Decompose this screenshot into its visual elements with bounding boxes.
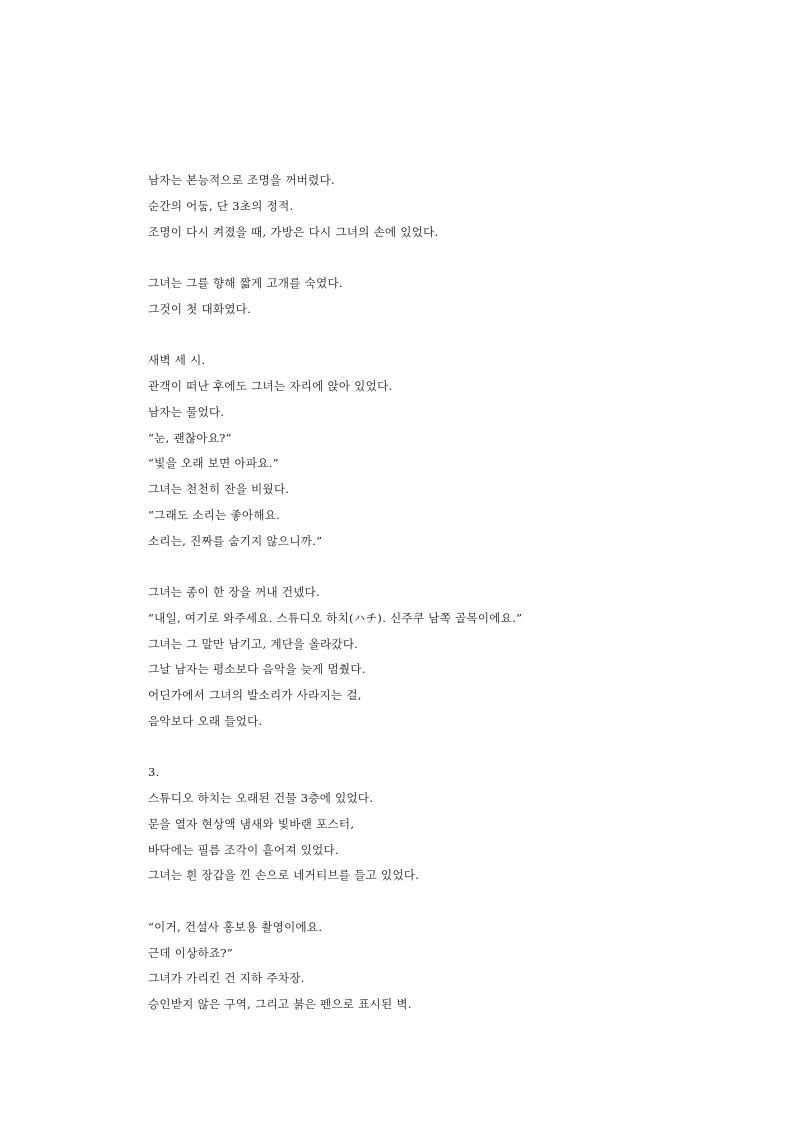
text-line: “빛을 오래 보면 아파요.” [148, 456, 279, 471]
text-line: 관객이 떠난 후에도 그녀는 자리에 앉아 있었다. [148, 379, 393, 393]
text-line: 남자는 본능적으로 조명을 꺼버렸다. [148, 173, 335, 187]
text-line: 순간의 어둠, 단 3초의 정적. [148, 198, 294, 213]
paragraph [148, 760, 768, 889]
text-line: 스튜디오 하치는 오래된 건물 3층에 있었다. [148, 791, 374, 805]
text-line: “이거, 건설사 홍보용 촬영이에요. [148, 919, 323, 934]
text-line: “눈, 괜찮아요?” [148, 430, 232, 445]
text-line: 근데 이상하죠?” [148, 945, 234, 960]
text-line: 그것이 첫 대화였다. [148, 301, 252, 316]
text-line: 새벽 세 시. [148, 353, 206, 368]
text-line: 조명이 다시 켜졌을 때, 가방은 다시 그녀의 손에 있었다. [148, 224, 439, 239]
text-line: 그녀는 종이 한 장을 꺼내 건넸다. [148, 585, 321, 599]
paragraph [148, 168, 768, 245]
text-line: 그녀가 가리킨 건 지하 주차장. [148, 971, 305, 986]
paragraph [148, 348, 768, 554]
text-line: 그녀는 그를 향해 짧게 고개를 숙였다. [148, 276, 343, 290]
text-line: “그래도 소리는 좋아해요. [148, 507, 281, 522]
paragraph-spacer [148, 323, 768, 349]
document-body [148, 168, 768, 1018]
text-line: 소리는, 진짜를 숨기지 않으니까.” [148, 533, 323, 548]
text-line: 음악보다 오래 들었다. [148, 713, 263, 728]
paragraph-spacer [148, 245, 768, 271]
paragraph-spacer [148, 889, 768, 915]
text-line: 어딘가에서 그녀의 발소리가 사라지는 걸, [148, 688, 362, 702]
paragraph [148, 271, 768, 323]
text-line: 승인받지 않은 구역, 그리고 붉은 펜으로 표시된 벽. [148, 997, 412, 1011]
paragraph [148, 915, 768, 1018]
text-line: 남자는 물었다. [148, 404, 225, 419]
paragraph-spacer [148, 735, 768, 761]
text-line: 그녀는 천천히 잔을 비웠다. [148, 482, 290, 496]
text-line: 그녀는 그 말만 남기고, 계단을 올라갔다. [148, 636, 359, 651]
section-number: 3. [148, 765, 160, 780]
text-line: 문을 열자 현상액 냄새와 빛바랜 포스터, [148, 816, 355, 831]
text-line: 그녀는 흰 장갑을 낀 손으로 네거티브를 들고 있었다. [148, 868, 420, 883]
text-line: 바닥에는 필름 조각이 흩어져 있었다. [148, 842, 339, 857]
paragraph [148, 580, 768, 735]
text-line: “내일, 여기로 와주세요. 스튜디오 하치(ハチ). 신주쿠 남쪽 골목이에요.” [148, 610, 523, 625]
paragraph-spacer [148, 554, 768, 580]
text-line: 그날 남자는 평소보다 음악을 늦게 멈췄다. [148, 662, 366, 677]
